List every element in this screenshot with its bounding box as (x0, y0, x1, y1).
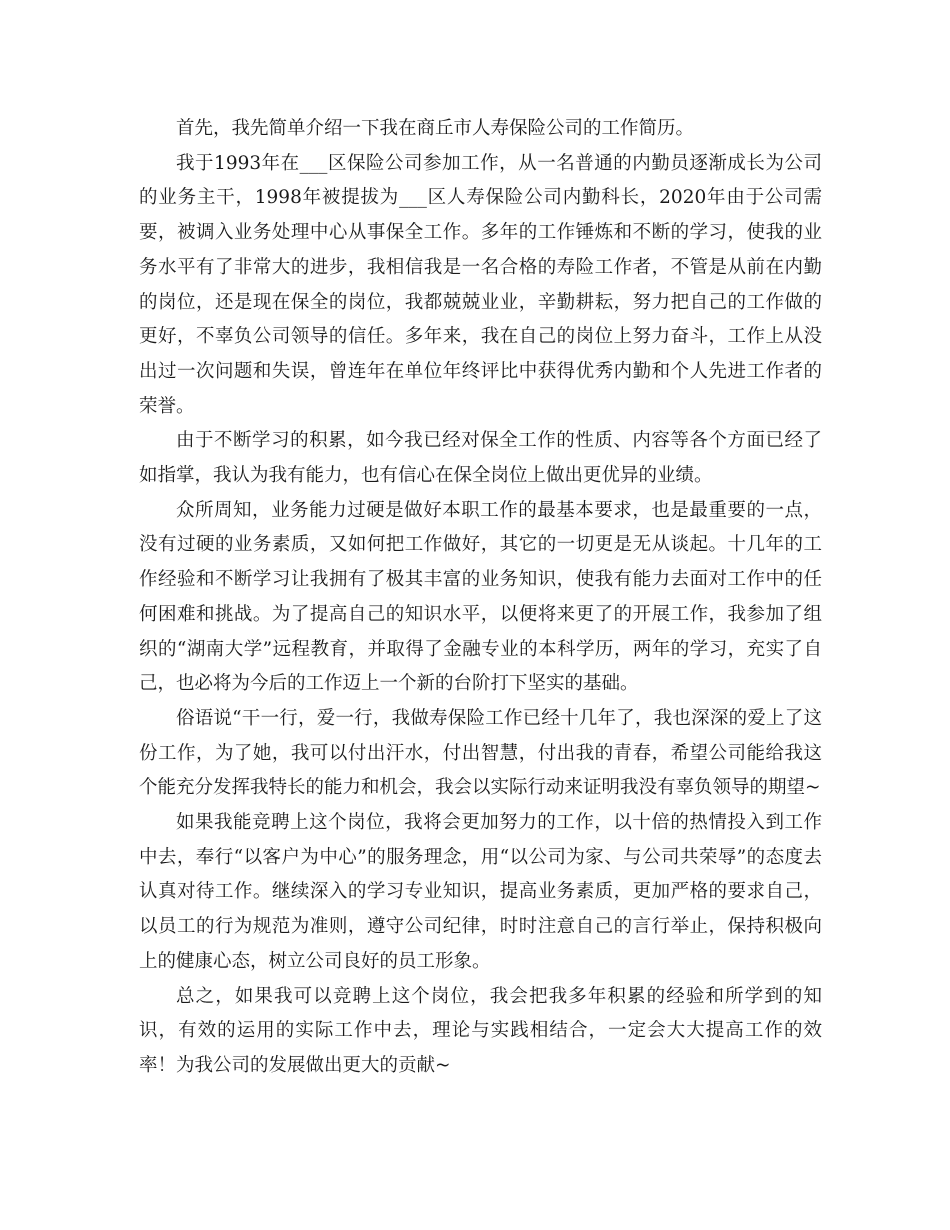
paragraph-conclusion: 总之，如果我可以竞聘上这个岗位，我会把我多年积累的经验和所学到的知识，有效的运用的实际工作中去，理论与实践相结合，一定会大大提高工作的效率！为我公司的发展做出更大的贡献~ (139, 985, 822, 1076)
document-body (139, 112, 822, 1084)
paragraph-intro: 首先，我先简单介绍一下我在商丘市人寿保险公司的工作简历。 (176, 118, 695, 139)
paragraph-career-history: 我于1993年在___区保险公司参加工作，从一名普通的内勤员逐渐成长为公司的业务主干，1998年被提拔为___区人寿保险公司内勤科长，2020年由于公司需要，被调入业务处理中心从事保全工作。多年的工作锤炼和不断的学习，使我的业务水平有了非常大的进步，我相信我是一名合格的寿险工作者，不管是从前在内勤的岗位，还是现在保全的岗位，我都兢兢业业，辛勤耕耘，努力把自己的工作做的更好，不辜负公司领导的信任。多年来，我在自己的岗位上努力奋斗，工作上从没出过一次问题和失误，曾连年在单位年终评比中获得优秀内勤和个人先进工作者的荣誉。 (139, 152, 822, 417)
paragraph-dedication: 俗语说“干一行，爱一行，我做寿保险工作已经十几年了，我也深深的爱上了这份工作，为了她，我可以付出汗水，付出智慧，付出我的青春，希望公司能给我这个能充分发挥我特长的能力和机会，我会以实际行动来证明我没有辜负领导的期望~ (139, 707, 822, 799)
paragraph-commitment: 如果我能竞聘上这个岗位，我将会更加努力的工作，以十倍的热情投入到工作中去，奉行“以客户为中心”的服务理念，用“以公司为家、与公司共荣辱”的态度去认真对待工作。继续深入的学习专业知识，提高业务素质，更加严格的要求自己，以员工的行为规范为准则，遵守公司纪律，时时注意自己的言行举止，保持积极向上的健康心态，树立公司良好的员工形象。 (139, 812, 822, 972)
paragraph-learning: 由于不断学习的积累，如今我已经对保全工作的性质、内容等各个方面已经了如指掌，我认为我有能力，也有信心在保全岗位上做出更优异的业绩。 (139, 430, 822, 487)
paragraph-ability: 众所周知，业务能力过硬是做好本职工作的最基本要求，也是最重要的一点，没有过硬的业务素质，又如何把工作做好，其它的一切更是无从谈起。十几年的工作经验和不断学习让我拥有了极其丰富的业务知识，使我有能力去面对工作中的任何困难和挑战。为了提高自己的知识水平，以便将来更了的开展工作，我参加了组织的“湖南大学”远程教育，并取得了金融专业的本科学历，两年的学习，充实了自己，也必将为今后的工作迈上一个新的台阶打下坚实的基础。 (139, 499, 822, 695)
